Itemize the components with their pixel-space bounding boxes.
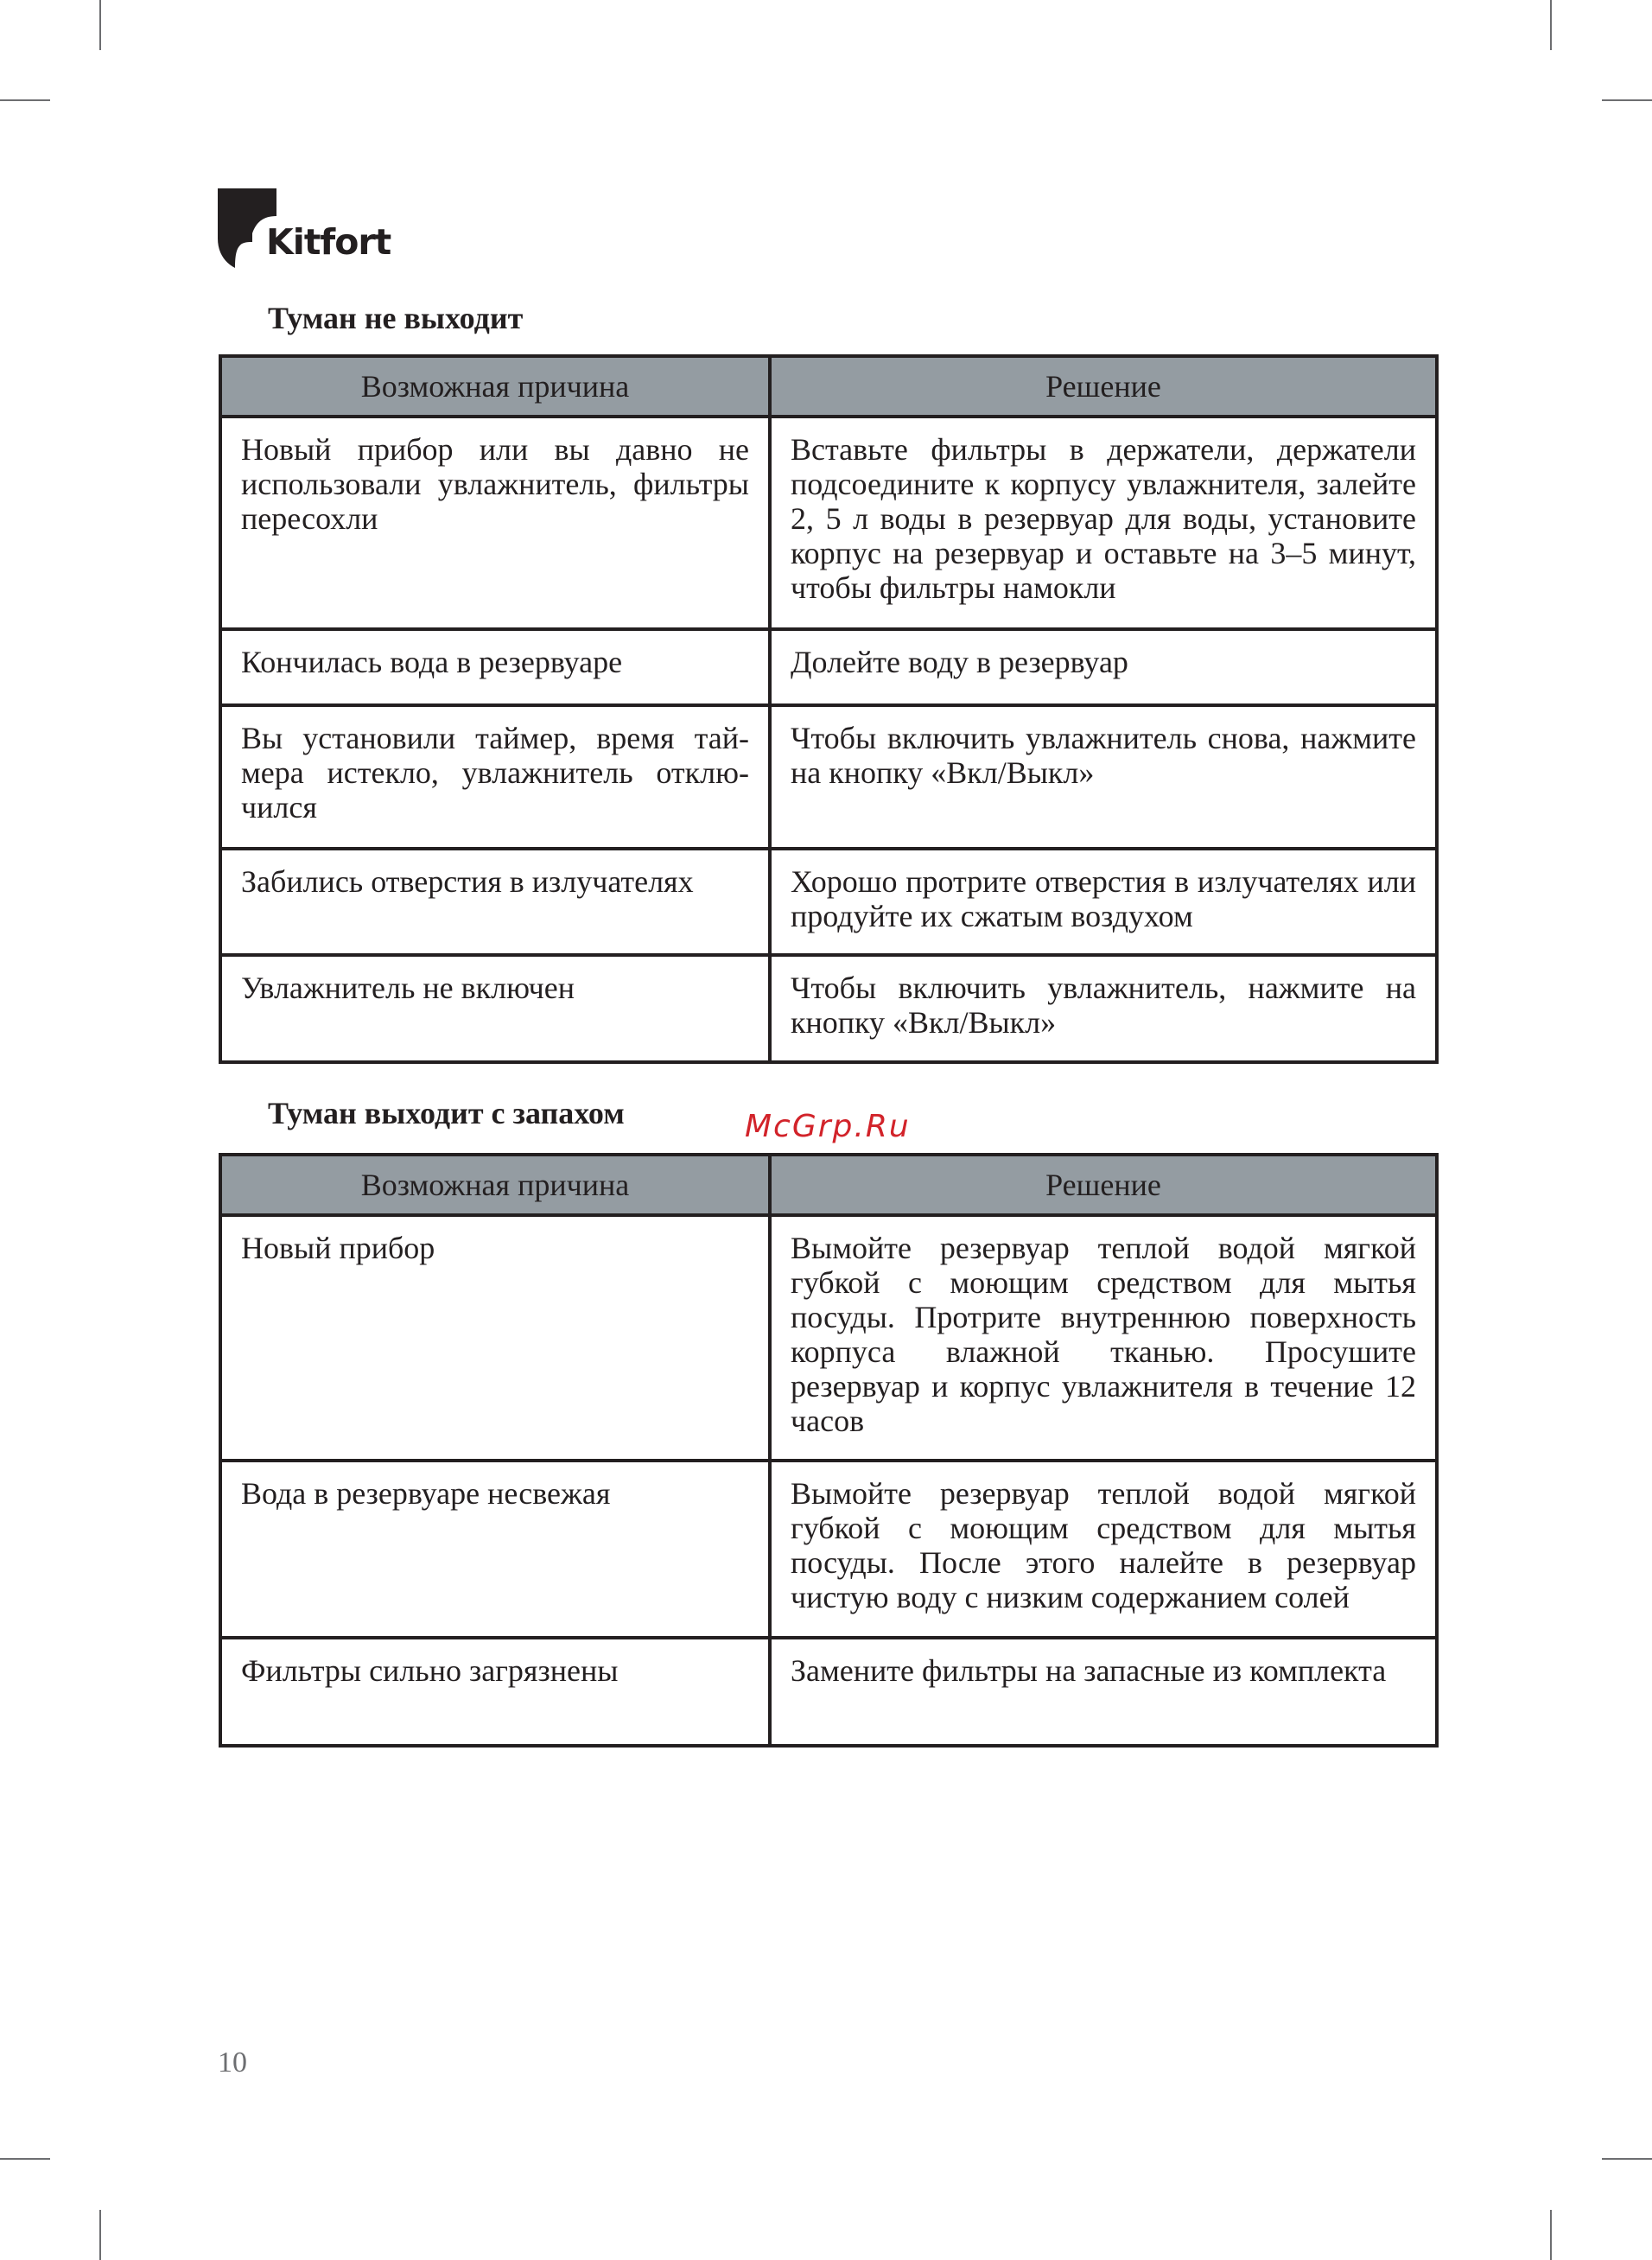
solution-cell: Вымойте резервуар теплой водой мягкой губкой с моющим средством для мытья посуды. После этого налейте в резервуар чистую воду с низким содержанием солей xyxy=(770,1461,1437,1638)
crop-mark xyxy=(99,2210,101,2260)
table-header-row xyxy=(220,356,1437,417)
table-row xyxy=(220,629,1437,705)
page-number: 10 xyxy=(218,2047,247,2079)
crop-mark xyxy=(1550,0,1552,50)
table-header-row xyxy=(220,1155,1437,1215)
cause-cell: Вы установили таймер, время таймера истекло, увлажнитель отключился xyxy=(220,705,770,849)
watermark: McGrp.Ru xyxy=(745,1109,911,1144)
solution-cell: Хорошо протрите отверстия в излучателях или продуйте их сжатым воздухом xyxy=(770,849,1437,955)
cause-cell: Забились отверстия в излучателях xyxy=(220,849,770,955)
cause-cell: Новый прибор или вы давно не использовали увлажнитель, фильтры пересохли xyxy=(220,417,770,629)
header-cause: Возможная причина xyxy=(220,1155,770,1215)
solution-cell: Замените фильтры на запасные из комплекта xyxy=(770,1638,1437,1746)
table-row xyxy=(220,1461,1437,1638)
solution-cell: Вымойте резервуар теплой водой мягкой губкой с моющим средством для мытья посуды. Протрите внутреннюю поверхность корпуса влажной тканью. Просушите резервуар и корпус увлажнителя в течение 12 часов xyxy=(770,1215,1437,1461)
solution-cell: Долейте воду в резервуар xyxy=(770,629,1437,705)
crop-mark xyxy=(1550,2210,1552,2260)
logo-text: Kitfort xyxy=(266,221,391,263)
crop-mark xyxy=(1602,99,1652,101)
solution-cell: Вставьте фильтры в держатели, держатели подсоедините к корпусу увлажнителя, залейте 2, 5 л воды в резервуар для воды, установите корпус на резервуар и оставьте на 3–5 минут, чтобы фильтры намокли xyxy=(770,417,1437,629)
header-solution: Решение xyxy=(770,1155,1437,1215)
table-row xyxy=(220,705,1437,849)
troubleshooting-table-mist-smell xyxy=(219,1153,1439,1748)
cause-cell: Новый прибор xyxy=(220,1215,770,1461)
table-row xyxy=(220,849,1437,955)
cause-cell: Вода в резервуаре несвежая xyxy=(220,1461,770,1638)
crop-mark xyxy=(0,2158,50,2160)
cause-cell: Фильтры сильно загрязнены xyxy=(220,1638,770,1746)
section-title: Туман выходит с запахом xyxy=(268,1096,625,1130)
table-row xyxy=(220,1638,1437,1746)
crop-mark xyxy=(99,0,101,50)
crop-mark xyxy=(1602,2158,1652,2160)
header-cause: Возможная причина xyxy=(220,356,770,417)
table-row xyxy=(220,1215,1437,1461)
section-title: Туман не выходит xyxy=(268,301,524,335)
brand-logo xyxy=(218,188,391,275)
solution-cell: Чтобы включить увлажнитель снова, нажмите на кнопку «Вкл/Выкл» xyxy=(770,705,1437,849)
solution-cell: Чтобы включить увлажнитель, нажмите на кнопку «Вкл/Выкл» xyxy=(770,955,1437,1062)
table-row xyxy=(220,417,1437,629)
crop-mark xyxy=(0,99,50,101)
cause-cell: Увлажнитель не включен xyxy=(220,955,770,1062)
table-row xyxy=(220,955,1437,1062)
cause-cell: Кончилась вода в резервуаре xyxy=(220,629,770,705)
troubleshooting-table-no-mist xyxy=(219,354,1439,1064)
header-solution: Решение xyxy=(770,356,1437,417)
